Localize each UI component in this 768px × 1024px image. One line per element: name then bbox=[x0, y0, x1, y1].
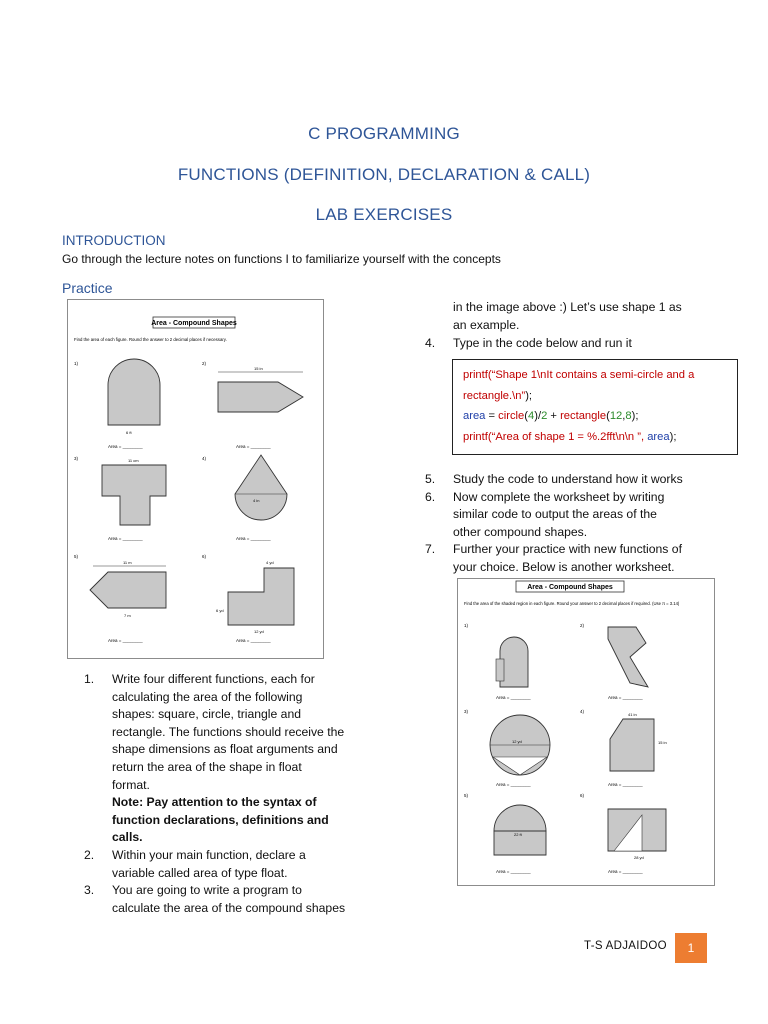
ws1-num-3: 3) bbox=[74, 456, 79, 461]
worksheet-2-figure bbox=[458, 579, 714, 885]
ws1-area-1: Area = ________ bbox=[108, 444, 143, 449]
item-4 bbox=[425, 335, 745, 353]
list-line: Now complete the worksheet by writing bbox=[453, 489, 665, 504]
list-item-number: 7. bbox=[425, 542, 436, 557]
list-item bbox=[84, 847, 384, 882]
worksheet-image-2 bbox=[457, 578, 715, 886]
ws1-shape-4 bbox=[235, 455, 287, 520]
list-line: Write four different functions, each for bbox=[112, 672, 315, 686]
ws2-area-1: Area = ________ bbox=[496, 695, 531, 700]
worksheet-1-figure bbox=[68, 300, 323, 658]
list-line: Further your practice with new functions of bbox=[453, 542, 682, 557]
ws1-area-4: Area = ________ bbox=[236, 536, 271, 541]
list-item-number: 1. bbox=[84, 672, 95, 686]
ws1-dim-9: 6 yd bbox=[216, 608, 224, 613]
ws1-num-6: 6) bbox=[202, 554, 207, 559]
code-line-1: printf(“Shape 1\nIt contains a semi-circle and a bbox=[463, 369, 695, 381]
note-line: function declarations, definitions and bbox=[112, 812, 329, 827]
ws1-shape-2 bbox=[218, 382, 303, 412]
list-line: calculate the area of the compound shapes bbox=[112, 900, 346, 915]
list-item bbox=[425, 471, 745, 489]
ws1-area-3: Area = ________ bbox=[108, 536, 143, 541]
ws2-dim-2: 22 ft bbox=[514, 832, 522, 837]
list-line: Type in the code below and run it bbox=[453, 336, 632, 350]
right-instructions-list bbox=[425, 471, 745, 577]
ws2-shape-4 bbox=[610, 719, 654, 771]
list-item bbox=[425, 541, 745, 576]
ws1-area-2: Area = ________ bbox=[236, 444, 271, 449]
list-line: similar code to output the areas of the bbox=[453, 507, 657, 522]
page-number-badge: 1 bbox=[675, 933, 707, 963]
list-line: in the image above :) Let’s use shape 1 as bbox=[453, 300, 682, 314]
left-instructions-list bbox=[84, 671, 384, 917]
doc-title: C PROGRAMMING bbox=[308, 124, 460, 143]
list-line: other compound shapes. bbox=[453, 524, 588, 539]
ws2-area-4: Area = ________ bbox=[608, 782, 643, 787]
code-line-3: area = circle(4)/2 + rectangle(12,8); bbox=[463, 410, 639, 422]
ws2-dim-1: 12 yd bbox=[512, 739, 522, 744]
ws1-dim-1: 6 ft bbox=[126, 430, 132, 435]
list-item-number: 2. bbox=[84, 847, 95, 862]
list-line: rectangle. The functions should receive the bbox=[112, 724, 345, 739]
footer-author: T-S ADJAIDOO bbox=[584, 940, 667, 952]
ws1-num-1: 1) bbox=[74, 361, 79, 366]
ws2-dim-5: 41 in bbox=[628, 712, 637, 717]
code-line-4: printf(“Area of shape 1 = %.2fft\n\n ”, area); bbox=[463, 430, 677, 443]
note-line: Note: Pay attention to the syntax of bbox=[112, 795, 317, 810]
ws1-dim-8: 12 yd bbox=[254, 629, 264, 634]
list-item-number: 6. bbox=[425, 489, 436, 504]
ws2-num-6: 6) bbox=[580, 793, 585, 798]
list-item-number: 3. bbox=[84, 883, 95, 898]
ws2-num-5: 5) bbox=[464, 793, 469, 798]
ws2-area-3: Area = ________ bbox=[496, 782, 531, 787]
worksheet-image-1 bbox=[67, 299, 324, 659]
ws2-dim-3: 15 in bbox=[658, 740, 667, 745]
ws2-num-2: 2) bbox=[580, 623, 585, 628]
list-item bbox=[425, 335, 745, 353]
ws1-num-5: 5) bbox=[74, 554, 79, 559]
ws1-area-5: Area = ________ bbox=[108, 638, 143, 643]
ws1-dim-6: 4 yd bbox=[266, 560, 274, 565]
ws1-dim-3: 11 cm bbox=[128, 458, 139, 463]
ws1-instructions: Find the area of each figure. Round the answer to 2 decimal places if necessary. bbox=[74, 337, 227, 342]
ws2-instructions: Find the area of the shaded region in each figure. Round your answer to 2 decimal places if required. (Use π = 3.14) bbox=[464, 601, 680, 606]
note-line: calls. bbox=[112, 830, 143, 845]
ws1-title: Area - Compound Shapes bbox=[151, 320, 237, 327]
list-line: variable called area of type float. bbox=[112, 865, 288, 880]
ws2-dim-4: 28 yd bbox=[634, 855, 644, 860]
ws1-dim-7: 7 m bbox=[124, 613, 131, 618]
ws1-area-6: Area = ________ bbox=[236, 638, 271, 643]
ws2-title: Area - Compound Shapes bbox=[527, 584, 613, 591]
list-line: Study the code to understand how it works bbox=[453, 472, 683, 486]
list-item-number: 5. bbox=[425, 472, 436, 486]
ws2-num-4: 4) bbox=[580, 709, 585, 714]
ws2-area-5: Area = ________ bbox=[496, 869, 531, 874]
list-line: format. bbox=[112, 777, 150, 792]
ws1-dim-2: 15 in bbox=[254, 366, 263, 371]
ws1-shape-1 bbox=[108, 359, 160, 425]
list-line: shape dimensions as float arguments and bbox=[112, 742, 338, 757]
practice-heading: Practice bbox=[62, 280, 113, 296]
ws1-dim-5: 11 m bbox=[123, 560, 132, 565]
list-line: an example. bbox=[453, 317, 520, 332]
list-line: your choice. Below is another worksheet. bbox=[453, 559, 675, 574]
ws1-shape-3 bbox=[102, 465, 166, 525]
code-block bbox=[452, 359, 738, 455]
ws2-num-3: 3) bbox=[464, 709, 469, 714]
list-line: shapes: square, circle, triangle and bbox=[112, 707, 302, 722]
ws2-shape-2 bbox=[608, 627, 648, 687]
doc-section-title: LAB EXERCISES bbox=[315, 205, 453, 224]
ws1-dim-4: 4 in bbox=[253, 498, 260, 503]
code-line-2: rectangle.\n”); bbox=[463, 389, 533, 402]
ws1-shape-5 bbox=[90, 572, 166, 608]
ws2-area-6: Area = ________ bbox=[608, 869, 643, 874]
ws1-shape-6 bbox=[228, 568, 294, 625]
intro-heading: INTRODUCTION bbox=[62, 233, 166, 248]
list-line: You are going to write a program to bbox=[112, 883, 302, 898]
list-item bbox=[425, 489, 745, 542]
ws2-num-1: 1) bbox=[464, 623, 469, 628]
list-item bbox=[84, 671, 384, 847]
list-line: calculating the area of the following bbox=[112, 689, 303, 704]
list-item-number: 4. bbox=[425, 336, 436, 350]
ws2-area-2: Area = ________ bbox=[608, 695, 643, 700]
list-line: Within your main function, declare a bbox=[112, 847, 306, 862]
intro-text: Go through the lecture notes on functions I to familiarize yourself with the concepts bbox=[62, 252, 501, 266]
list-continuation bbox=[453, 299, 753, 334]
list-item bbox=[84, 882, 384, 917]
doc-subtitle: FUNCTIONS (DEFINITION, DECLARATION & CALL) bbox=[177, 165, 591, 184]
ws1-num-2: 2) bbox=[202, 361, 207, 366]
list-line: return the area of the shape in float bbox=[112, 759, 302, 774]
ws1-num-4: 4) bbox=[202, 456, 207, 461]
